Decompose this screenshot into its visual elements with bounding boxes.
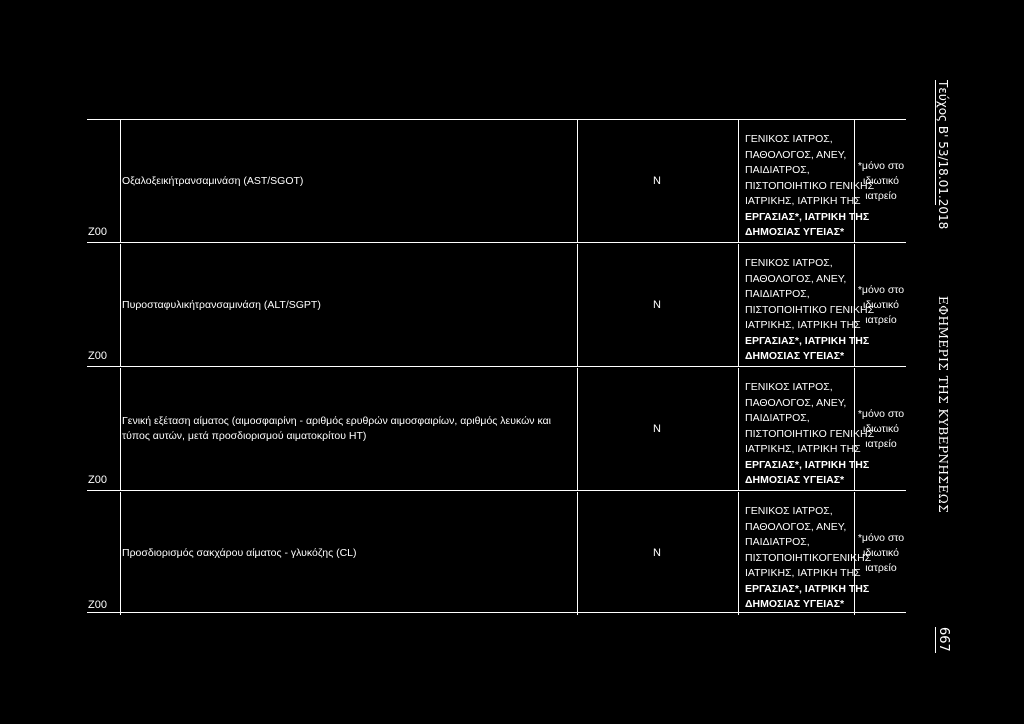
- specialty-line: ΔΗΜΟΣΙΑΣ ΥΓΕΙΑΣ*: [745, 226, 845, 238]
- column-divider: [120, 368, 121, 490]
- note-line: ιδιωτικό: [862, 422, 899, 435]
- issue-label: Τεύχος Β' 53/18.01.2018: [936, 80, 950, 230]
- exam-description: Πυροσταφυλικήτρανσαμινάση (ALT/SGPT): [122, 298, 321, 311]
- row-code: Ζ00: [88, 350, 107, 362]
- exam-flag: N: [653, 174, 661, 187]
- specialty-line: ΓΕΝΙΚΟΣ ΙΑΤΡΟΣ,: [745, 381, 833, 393]
- row-code: Ζ00: [88, 599, 107, 611]
- specialty-line: ΠΑΙΔΙΑΤΡΟΣ,: [745, 412, 810, 424]
- exam-description: Προσδιορισμός σακχάρου αίματος - γλυκόζης (CL): [122, 547, 357, 559]
- table-row: [87, 244, 906, 367]
- note-line: *μόνο στο: [857, 407, 905, 420]
- exam-description: Γενική εξέταση αίματος (αιμοσφαιρίνη - αριθμός ερυθρών αιμοσφαιρίων, αριθμός λευκών και τύπος αυτών, μετά προσδιορισμού αιματοκρίτου ΗΤ): [122, 415, 554, 442]
- specialty-line: ΠΑΘΟΛΟΓΟΣ, ΑΝΕΥ,: [745, 148, 847, 161]
- specialty-line: ΠΑΙΔΙΑΤΡΟΣ,: [745, 164, 810, 176]
- exam-note: [855, 120, 907, 242]
- column-divider: [120, 492, 121, 615]
- specialty-line: ΙΑΤΡΙΚΗΣ, ΙΑΤΡΙΚΗ ΤΗΣ: [745, 443, 861, 455]
- note-line: *μόνο στο: [857, 159, 905, 172]
- specialty-line: ΠΙΣΤΟΠΟΙΗΤΙΚΟ ΓΕΝΙΚΗΣ: [745, 427, 875, 440]
- specialty-line: ΓΕΝΙΚΟΣ ΙΑΤΡΟΣ,: [745, 257, 833, 269]
- specialty-line: ΓΕΝΙΚΟΣ ΙΑΤΡΟΣ,: [745, 133, 833, 145]
- specialty-line: ΔΗΜΟΣΙΑΣ ΥΓΕΙΑΣ*: [745, 350, 845, 362]
- exam-description: Οξαλοξεικήτρανσαμινάση (AST/SGOT): [122, 174, 304, 187]
- specialty-line: ΠΑΙΔΙΑΤΡΟΣ,: [745, 536, 810, 548]
- specialty-line: ΠΙΣΤΟΠΟΙΗΤΙΚΟΓΕΝΙΚΗΣ: [745, 551, 872, 564]
- column-divider: [738, 368, 739, 490]
- column-divider: [738, 120, 739, 242]
- table-row: [87, 368, 906, 491]
- exam-note: [855, 492, 907, 615]
- exam-note: [855, 368, 907, 490]
- specialty-line: ΠΑΘΟΛΟΓΟΣ, ΑΝΕΥ,: [745, 396, 847, 409]
- specialty-line: ΠΑΘΟΛΟΓΟΣ, ΑΝΕΥ,: [745, 272, 847, 285]
- specialty-line: ΠΑΙΔΙΑΤΡΟΣ,: [745, 288, 810, 300]
- note-line: ιατρείο: [865, 437, 897, 450]
- specialty-line: ΙΑΤΡΙΚΗΣ, ΙΑΤΡΙΚΗ ΤΗΣ: [745, 319, 861, 331]
- specialty-line: ΕΡΓΑΣΙΑΣ*, ΙΑΤΡΙΚΗ ΤΗΣ: [745, 210, 870, 223]
- specialty-line: ΓΕΝΙΚΟΣ ΙΑΤΡΟΣ,: [745, 505, 833, 517]
- specialties-list: [745, 380, 875, 489]
- row-code: Ζ00: [88, 226, 107, 238]
- column-divider: [120, 244, 121, 366]
- row-code: Ζ00: [88, 474, 107, 486]
- table-row: [87, 120, 906, 243]
- exam-flag: N: [653, 298, 661, 311]
- specialty-line: ΙΑΤΡΙΚΗΣ, ΙΑΤΡΙΚΗ ΤΗΣ: [745, 567, 861, 579]
- table-row: [87, 492, 906, 615]
- specialties-list: [745, 256, 875, 365]
- specialty-line: ΠΙΣΤΟΠΟΙΗΤΙΚΟ ΓΕΝΙΚΗΣ: [745, 179, 875, 192]
- specialty-line: ΠΙΣΤΟΠΟΙΗΤΙΚΟ ΓΕΝΙΚΗΣ: [745, 303, 875, 316]
- specialty-line: ΠΑΘΟΛΟΓΟΣ, ΑΝΕΥ,: [745, 520, 847, 533]
- note-line: ιατρείο: [865, 313, 897, 326]
- specialty-line: ΔΗΜΟΣΙΑΣ ΥΓΕΙΑΣ*: [745, 598, 845, 610]
- note-line: ιατρείο: [865, 562, 897, 574]
- exam-note: [855, 244, 907, 366]
- note-line: ιδιωτικό: [862, 547, 899, 559]
- exam-flag: N: [653, 422, 661, 435]
- specialty-line: ΕΡΓΑΣΙΑΣ*, ΙΑΤΡΙΚΗ ΤΗΣ: [745, 458, 870, 471]
- note-line: ιδιωτικό: [862, 174, 899, 187]
- specialty-line: ΕΡΓΑΣΙΑΣ*, ΙΑΤΡΙΚΗ ΤΗΣ: [745, 334, 870, 347]
- note-line: ιατρείο: [865, 189, 897, 202]
- note-line: ιδιωτικό: [862, 298, 899, 311]
- column-divider: [738, 244, 739, 366]
- column-divider: [120, 120, 121, 242]
- note-line: *μόνο στο: [857, 532, 905, 544]
- specialty-line: ΙΑΤΡΙΚΗΣ, ΙΑΤΡΙΚΗ ΤΗΣ: [745, 195, 861, 207]
- specialty-line: ΕΡΓΑΣΙΑΣ*, ΙΑΤΡΙΚΗ ΤΗΣ: [745, 582, 870, 595]
- column-divider: [738, 492, 739, 615]
- specialties-list: [745, 504, 872, 613]
- gazette-title: ΕΦΗΜΕΡΙΣ ΤΗΣ ΚΥΒΕΡΝΗΣΕΩΣ: [936, 296, 950, 514]
- specialty-line: ΔΗΜΟΣΙΑΣ ΥΓΕΙΑΣ*: [745, 474, 845, 486]
- page-number: 667: [936, 627, 951, 652]
- exam-table: [87, 119, 906, 613]
- exam-flag: N: [653, 547, 661, 559]
- specialties-list: [745, 132, 875, 241]
- note-line: *μόνο στο: [857, 283, 905, 296]
